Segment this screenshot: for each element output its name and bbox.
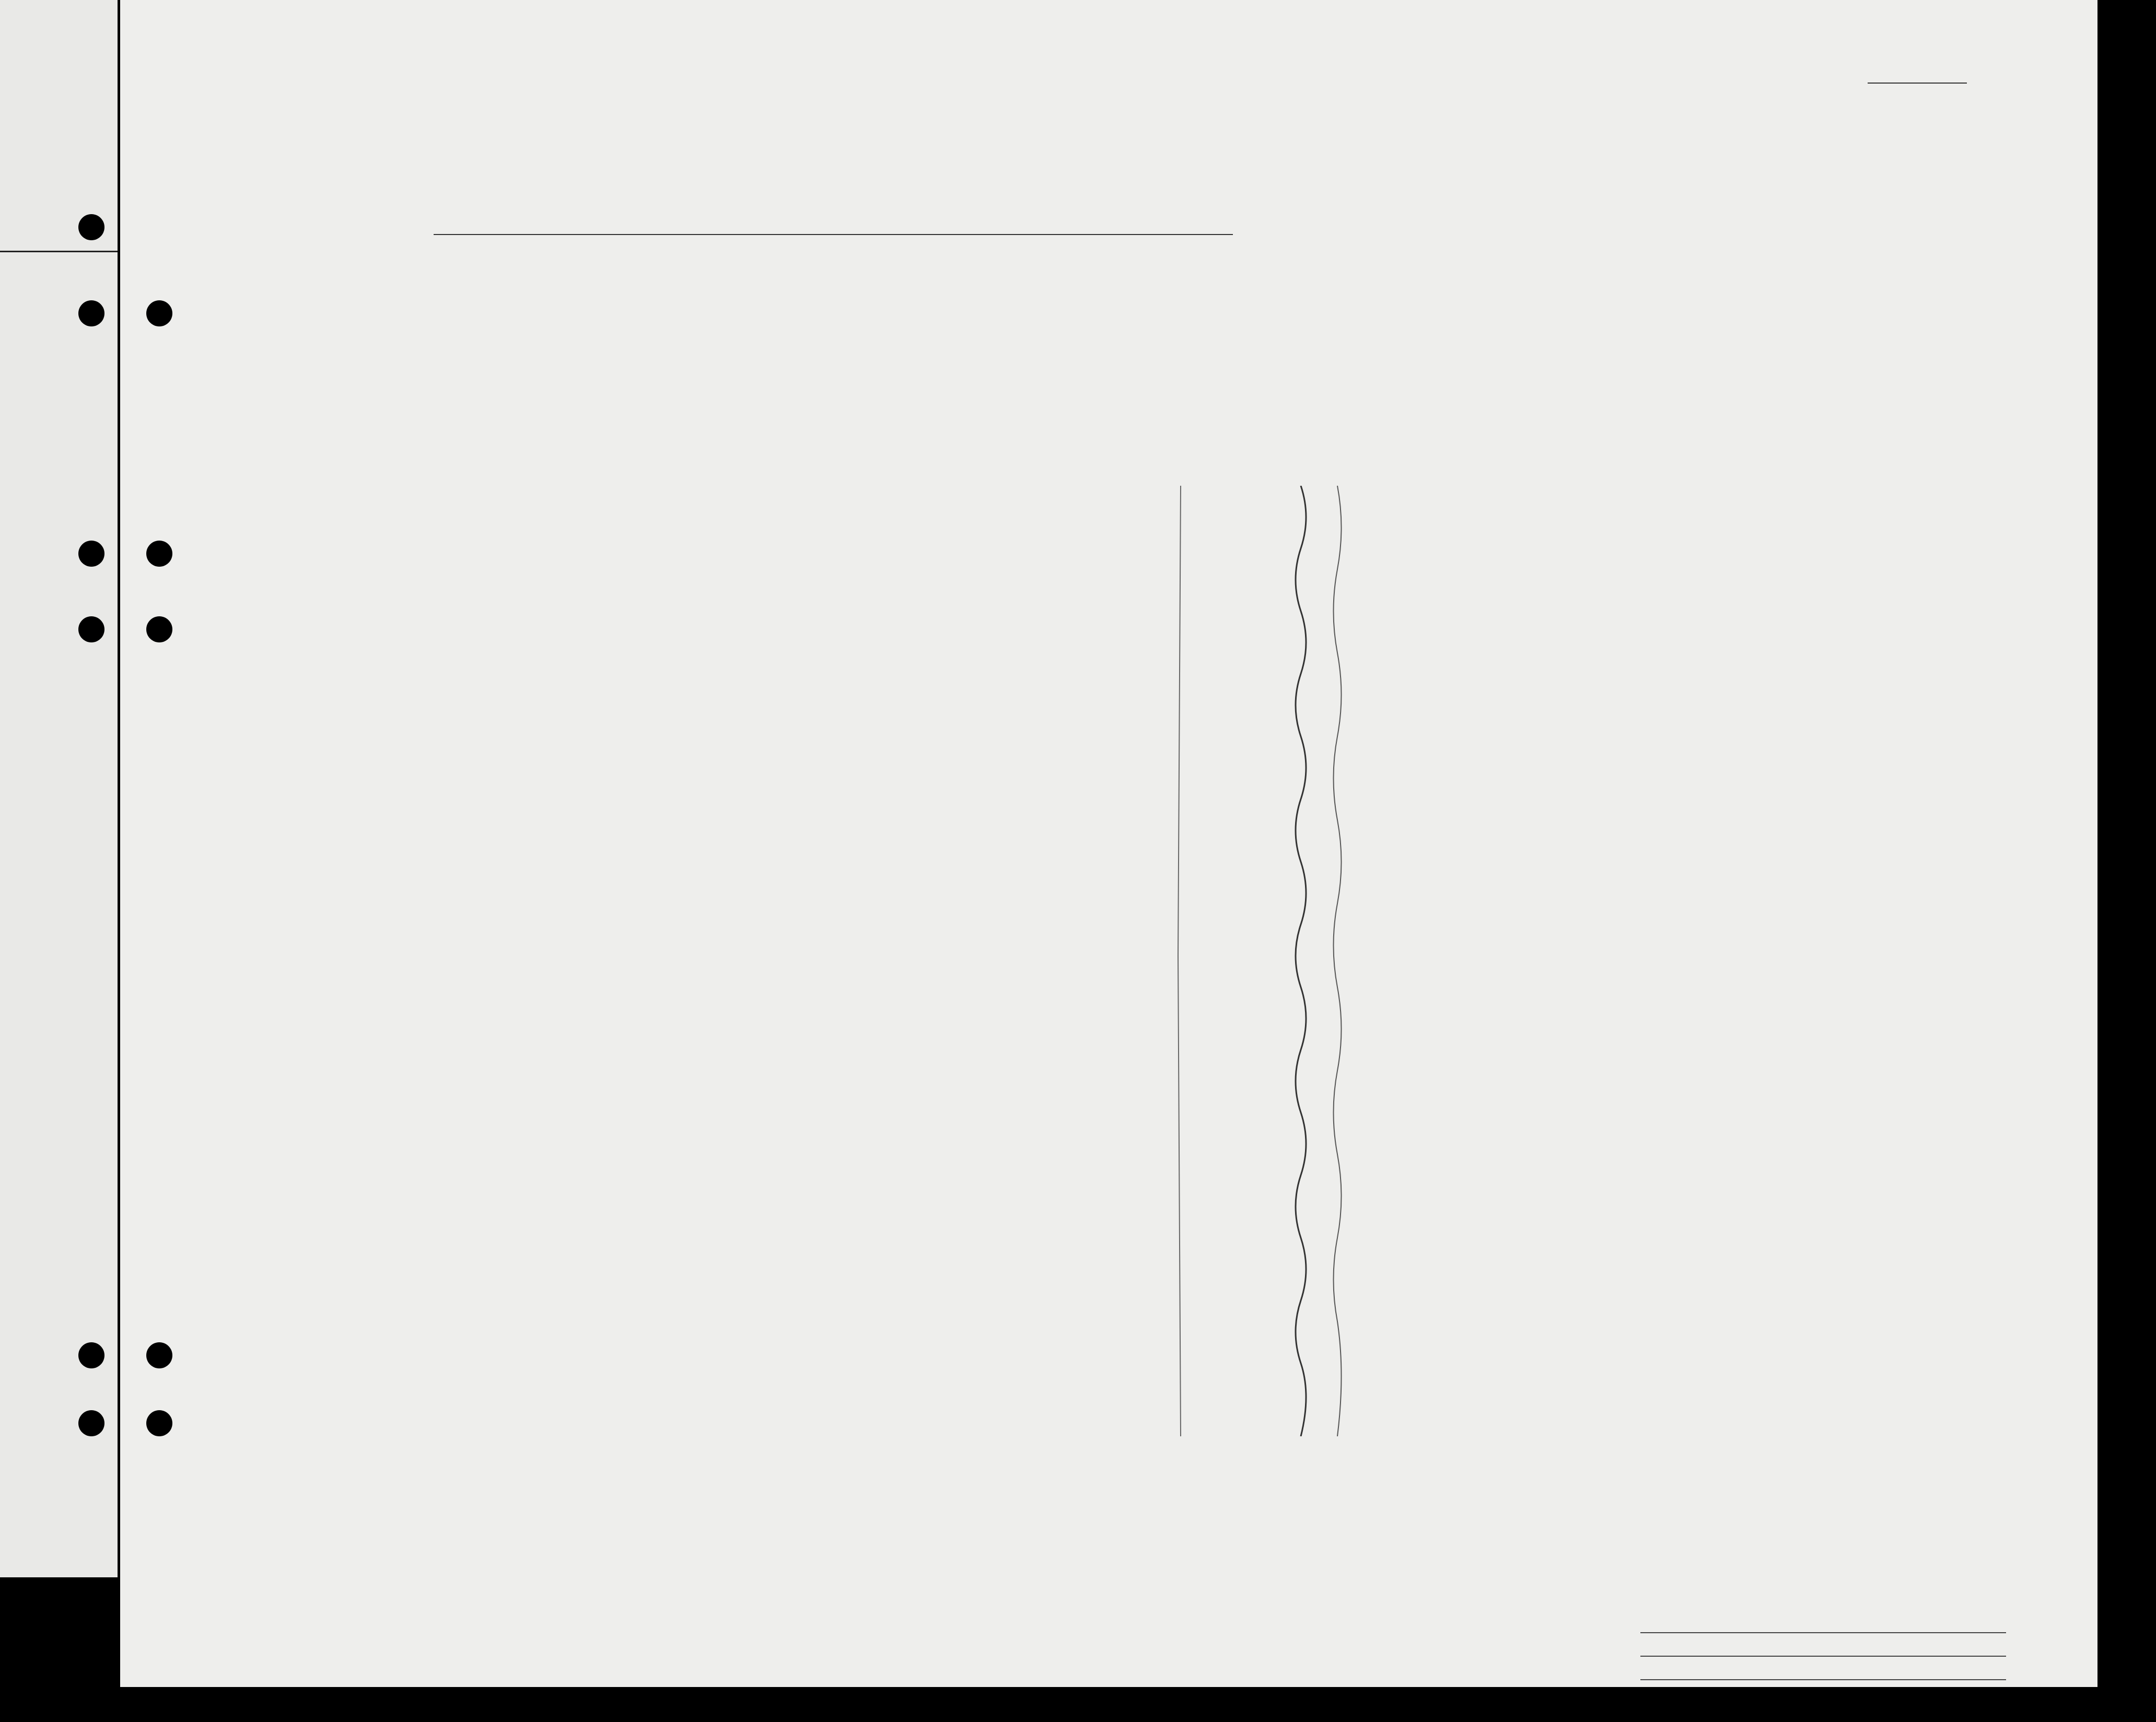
previous-page-edge bbox=[0, 0, 120, 1722]
passenger-table bbox=[120, 245, 2097, 1468]
punch-hole bbox=[78, 214, 104, 240]
arriving-underline bbox=[434, 234, 1233, 235]
ditto-line bbox=[1165, 486, 1196, 1436]
owners-field bbox=[1640, 1656, 2006, 1657]
previous-page-column bbox=[0, 251, 118, 1574]
punch-hole bbox=[78, 616, 104, 642]
manifest-sheet bbox=[120, 0, 2097, 1687]
punch-hole bbox=[78, 1342, 104, 1368]
agents-field bbox=[1640, 1679, 2006, 1680]
ditto-wave bbox=[1290, 486, 1322, 1436]
list-number bbox=[1868, 83, 1967, 84]
ditto-wave bbox=[1327, 486, 1358, 1436]
line-field bbox=[1640, 1632, 2006, 1633]
punch-hole bbox=[78, 541, 104, 567]
punch-hole bbox=[78, 300, 104, 326]
punch-hole bbox=[78, 1410, 104, 1436]
